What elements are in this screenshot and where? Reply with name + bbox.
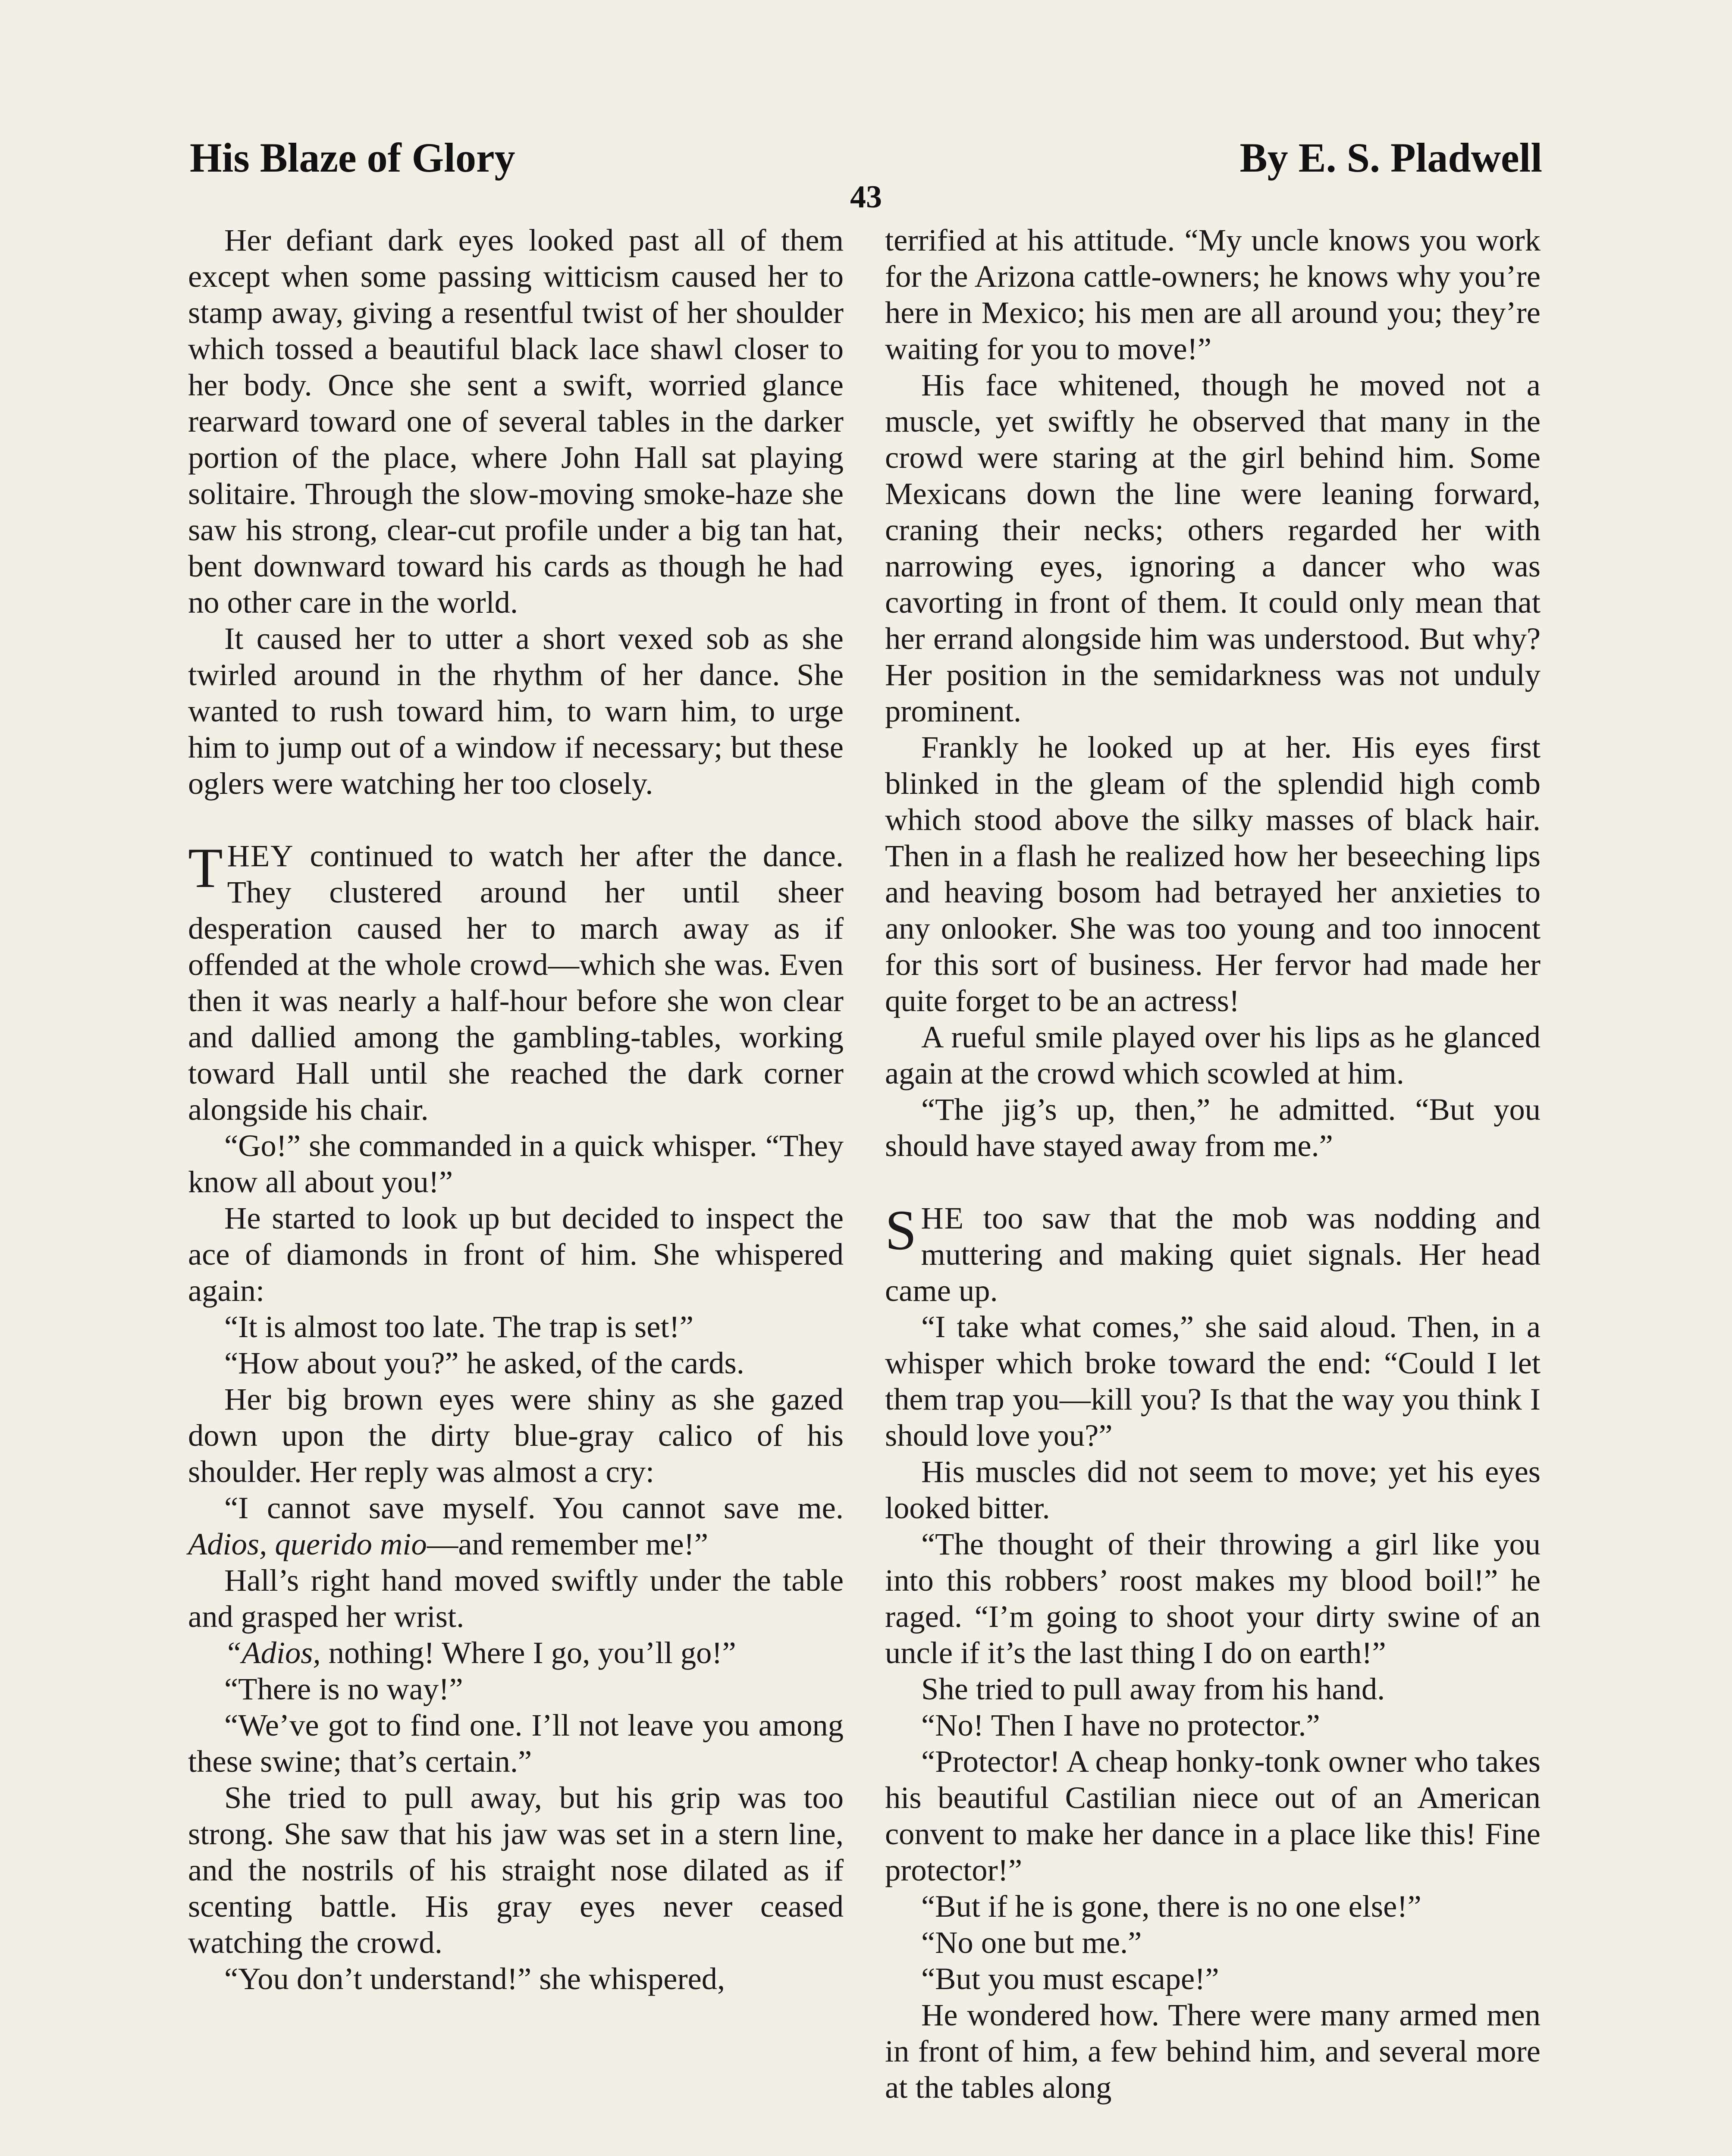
paragraph: “There is no way!” bbox=[224, 1671, 463, 1706]
paragraph-text: nothing! Where I go, you’ll go!” bbox=[320, 1635, 736, 1670]
lead-word: HEY bbox=[227, 838, 294, 873]
drop-cap: T bbox=[188, 836, 223, 899]
paragraph-text: —and remember me!” bbox=[427, 1526, 708, 1561]
author-byline: By E. S. Pladwell bbox=[1239, 134, 1542, 181]
paragraph: Hall’s right hand moved swiftly under the table and grasped her wrist. bbox=[188, 1563, 844, 1634]
paragraph-text: continued to watch her after the dance. They clustered around her until sheer desperation caused her to march away as if offended at the whole crowd—which she was. Even then it was nearly a half-hour before she won clear and dallied among the gambling-tables, working toward Hall until she reached the dark corner alongside his chair. bbox=[188, 838, 844, 1127]
paragraph: She tried to pull away from his hand. bbox=[921, 1671, 1385, 1706]
paragraph bbox=[188, 1635, 844, 1671]
paragraph: A rueful smile played over his lips as he glanced again at the crowd which scowled at him. bbox=[885, 1019, 1541, 1091]
paragraph: “But if he is gone, there is no one else!” bbox=[921, 1889, 1421, 1924]
lead-word: HE bbox=[921, 1200, 965, 1235]
italic-phrase: Adios, querido mio bbox=[188, 1526, 427, 1561]
right-column bbox=[885, 222, 1541, 2106]
paragraph: His face whitened, though he moved not a muscle, yet swiftly he observed that many in the crowd were staring at the girl behind him. Some Mexicans down the line were leaning forward, craning their necks; others regarded her with narrowing eyes, ignoring a dancer who was cavorting in front of them. It could only mean that her errand alongside him was understood. But why? Her position in the semidarkness was not unduly prominent. bbox=[885, 367, 1541, 728]
paragraph: His muscles did not seem to move; yet his eyes looked bitter. bbox=[885, 1454, 1541, 1525]
paragraph bbox=[188, 1490, 844, 1562]
italic-phrase: “Adios, bbox=[224, 1635, 321, 1670]
left-column bbox=[188, 222, 844, 1997]
paragraph: He started to look up but decided to inspect the ace of diamonds in front of him. She whispered again: bbox=[188, 1200, 844, 1308]
story-title: His Blaze of Glory bbox=[190, 134, 515, 181]
section-opening-paragraph bbox=[188, 838, 844, 1128]
paragraph: “Protector! A cheap honky-tonk owner who takes his beautiful Castilian niece out of an American convent to make her dance in a place like this! Fine protector!” bbox=[885, 1744, 1541, 1887]
drop-cap: S bbox=[885, 1198, 917, 1262]
paragraph: “How about you?” he asked, of the cards. bbox=[224, 1345, 744, 1380]
paragraph: He wondered how. There were many armed men in front of him, a few behind him, and several more at the tables along bbox=[885, 1997, 1541, 2105]
paragraph-text: “I cannot save myself. You cannot save me. bbox=[224, 1490, 844, 1525]
paragraph: Frankly he looked up at her. His eyes first blinked in the gleam of the splendid high comb which stood above the silky masses of black hair. Then in a flash he realized how her beseeching lips and heaving bosom had betrayed her anxieties to any onlooker. She was too young and too innocent for this sort of business. Her fervor had made her quite forget to be an actress! bbox=[885, 730, 1541, 1018]
paragraph: “But you must escape!” bbox=[921, 1961, 1219, 1996]
paragraph-text: too saw that the mob was nodding and muttering and making quiet signals. Her head came up. bbox=[885, 1200, 1541, 1308]
paragraph: “You don’t understand!” she whispered, bbox=[224, 1961, 725, 1996]
page-number: 43 bbox=[850, 179, 882, 215]
paragraph: “The jig’s up, then,” he admitted. “But you should have stayed away from me.” bbox=[885, 1092, 1541, 1163]
paragraph: “No one but me.” bbox=[921, 1925, 1142, 1960]
paragraph: Her defiant dark eyes looked past all of them except when some passing witticism caused her to stamp away, giving a resentful twist of her shoulder which tossed a beautiful black lace shawl closer to her body. Once she sent a swift, worried glance rearward toward one of several tables in the darker portion of the place, where John Hall sat playing solitaire. Through the slow-moving smoke-haze she saw his strong, clear-cut profile under a big tan hat, bent downward toward his cards as though he had no other care in the world. bbox=[188, 222, 844, 620]
paragraph: “Go!” she commanded in a quick whisper. “They know all about you!” bbox=[188, 1128, 844, 1199]
running-header bbox=[190, 129, 1542, 185]
paragraph: She tried to pull away, but his grip was too strong. She saw that his jaw was set in a stern line, and the nostrils of his straight nose dilated as if scenting battle. His gray eyes never ceased watching the crowd. bbox=[188, 1780, 844, 1960]
section-opening-paragraph bbox=[885, 1200, 1541, 1309]
paragraph: “I take what comes,” she said aloud. Then, in a whisper which broke toward the end: “Could I let them trap you—kill you? Is that the way you think I should love you?” bbox=[885, 1309, 1541, 1453]
paragraph: terrified at his attitude. “My uncle knows you work for the Arizona cattle-owners; he knows why you’re here in Mexico; his men are all around you; they’re waiting for you to move!” bbox=[885, 222, 1541, 366]
paragraph: “No! Then I have no protector.” bbox=[921, 1708, 1320, 1742]
paragraph: “The thought of their throwing a girl like you into this robbers’ roost makes my blood boil!” he raged. “I’m going to shoot your dirty swine of an uncle if it’s the last thing I do on earth!” bbox=[885, 1526, 1541, 1670]
paragraph: “It is almost too late. The trap is set!” bbox=[224, 1309, 693, 1344]
paragraph: Her big brown eyes were shiny as she gazed down upon the dirty blue-gray calico of his shoulder. Her reply was almost a cry: bbox=[188, 1382, 844, 1489]
paragraph: It caused her to utter a short vexed sob as she twirled around in the rhythm of her dance. She wanted to rush toward him, to warn him, to urge him to jump out of a window if necessary; but these oglers were watching her too closely. bbox=[188, 621, 844, 801]
paragraph: “We’ve got to find one. I’ll not leave you among these swine; that’s certain.” bbox=[188, 1708, 844, 1779]
